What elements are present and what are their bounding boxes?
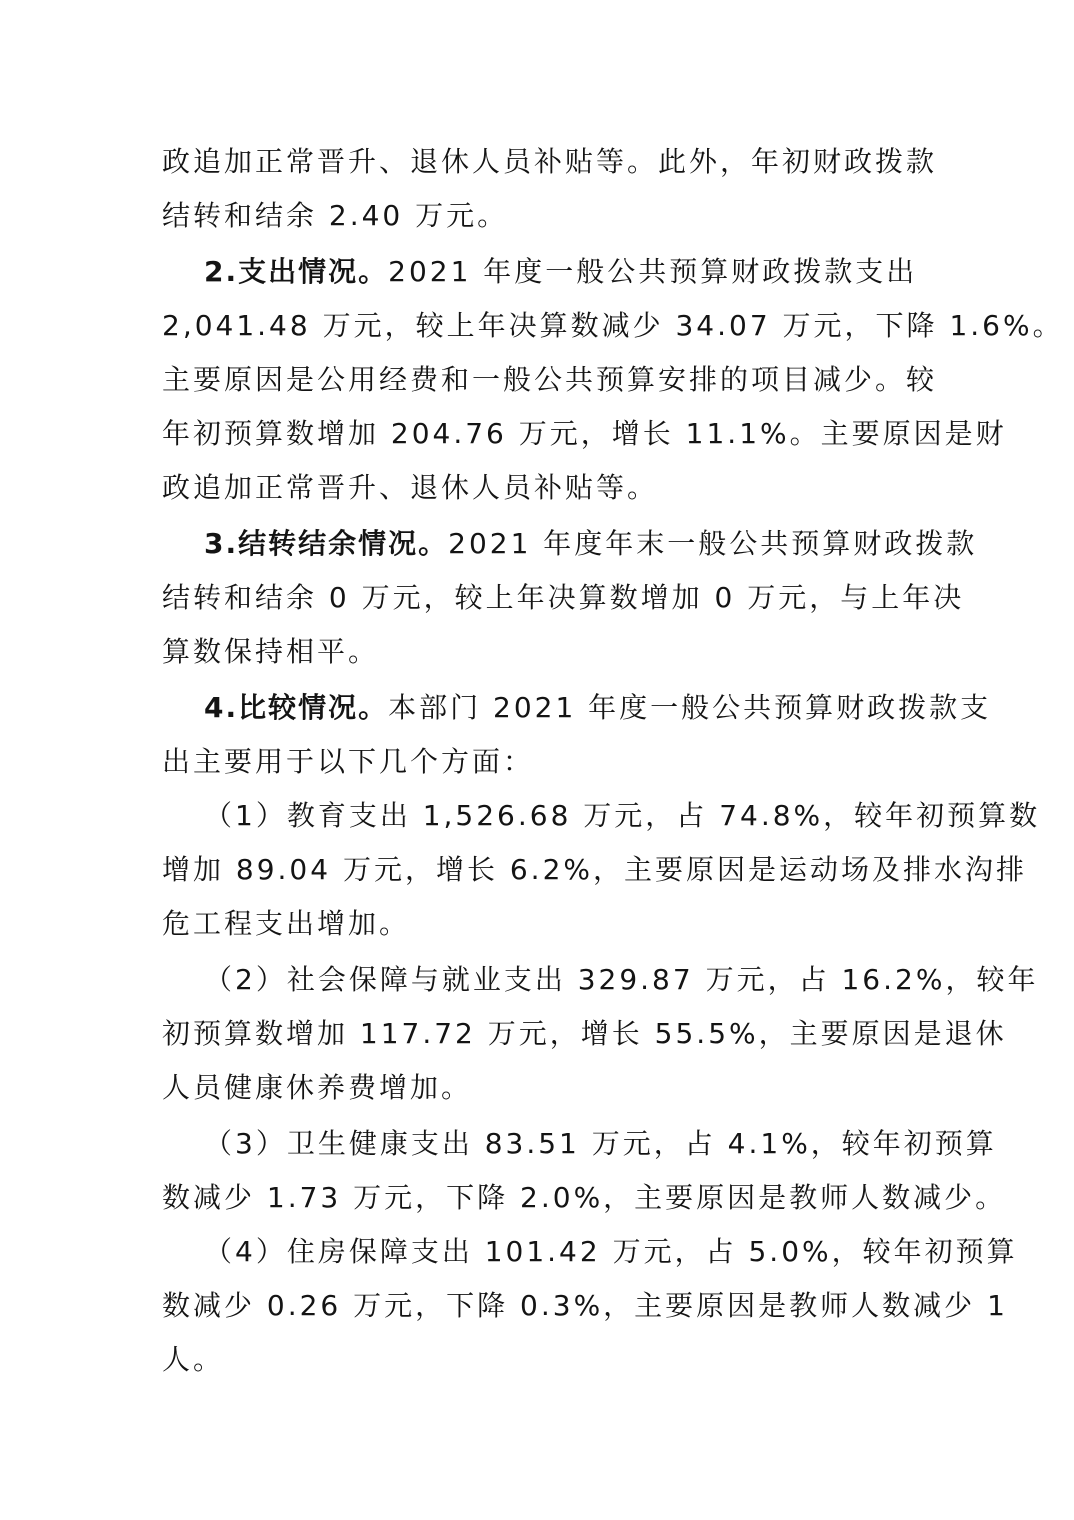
item-3-line-1: （3）卫生健康支出 83.51 万元，占 4.1%，较年初预算 [204,1127,997,1160]
section-4-text: 本部门 2021 年度一般公共预算财政拨款支 [388,691,992,724]
item-4-line-2: 数减少 0.26 万元，下降 0.3%，主要原因是教师人数减少 1 [162,1289,1008,1322]
section-3-line-3: 算数保持相平。 [162,635,380,668]
section-2-line-5: 政追加正常晋升、退休人员补贴等。 [162,471,659,504]
item-3-line-2: 数减少 1.73 万元，下降 2.0%，主要原因是教师人数减少。 [162,1181,1007,1214]
item-4-line-3: 人。 [162,1343,225,1376]
item-1-line-3: 危工程支出增加。 [162,907,411,940]
paragraph-intro-line-2: 结转和结余 2.40 万元。 [162,199,509,232]
section-3-text: 2021 年度年末一般公共预算财政拨款 [448,527,978,560]
section-4-line-1 [204,686,992,730]
item-2-line-3: 人员健康休养费增加。 [162,1071,473,1104]
section-2-line-3: 主要原因是公用经费和一般公共预算安排的项目减少。较 [162,363,938,396]
section-2-heading: 2.支出情况。 [204,255,389,288]
section-3-heading: 3.结转结余情况。 [204,527,449,560]
section-3-line-1 [204,522,978,566]
item-2-line-2: 初预算数增加 117.72 万元，增长 55.5%，主要原因是退休 [162,1017,1007,1050]
section-2-text: 2021 年度一般公共预算财政拨款支出 [388,255,918,288]
item-1-line-2: 增加 89.04 万元，增长 6.2%，主要原因是运动场及排水沟排 [162,853,1027,886]
section-4-heading: 4.比较情况。 [204,691,389,724]
item-1-line-1: （1）教育支出 1,526.68 万元，占 74.8%，较年初预算数 [204,799,1041,832]
item-2-line-1: （2）社会保障与就业支出 329.87 万元，占 16.2%，较年 [204,963,1039,996]
item-4-line-1: （4）住房保障支出 101.42 万元，占 5.0%，较年初预算 [204,1235,1018,1268]
section-2-line-4: 年初预算数增加 204.76 万元，增长 11.1%。主要原因是财 [162,417,1007,450]
section-3-line-2: 结转和结余 0 万元，较上年决算数增加 0 万元，与上年决 [162,581,965,614]
section-4-line-2: 出主要用于以下几个方面： [162,745,535,778]
section-2-line-2: 2,041.48 万元，较上年决算数减少 34.07 万元，下降 1.6%。 [162,309,1064,342]
paragraph-intro-line-1: 政追加正常晋升、退休人员补贴等。此外，年初财政拨款 [162,145,938,178]
section-2-line-1 [204,250,964,294]
